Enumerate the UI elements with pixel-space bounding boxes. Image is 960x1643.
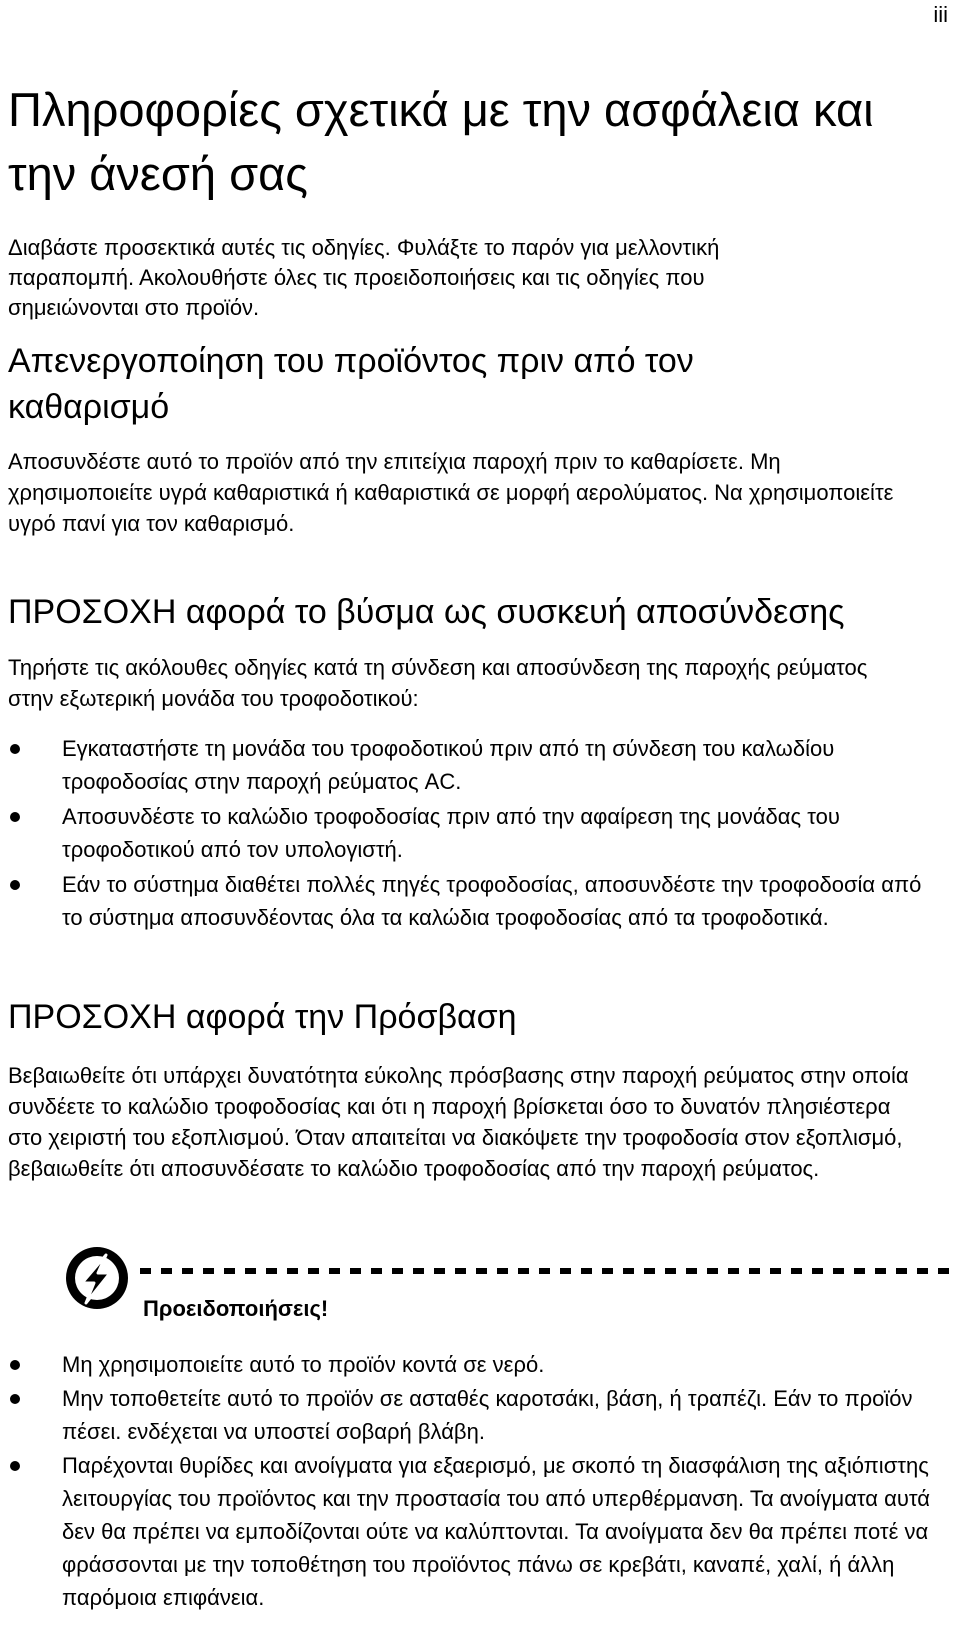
plug-disconnect-bullet-list — [0, 732, 960, 936]
list-item: Μην τοποθετείτε αυτό το προϊόν σε ασταθές καροτσάκι, βάση, ή τραπέζι. Εάν το προϊόν πέσει. ενδέχεται να υποστεί σοβαρή βλάβη. — [0, 1382, 960, 1448]
page-number: iii — [933, 2, 948, 27]
section-heading-plug-disconnect: ΠΡΟΣΟΧΗ αφορά το βύσμα ως συσκευή αποσύνδεσης — [8, 593, 845, 631]
list-item: Εάν το σύστημα διαθέτει πολλές πηγές τροφοδοσίας, αποσυνδέστε την τροφοδοσία από το σύστημα αποσυνδέοντας όλα τα καλώδια τροφοδοσίας από τα τροφοδοτικά. — [0, 868, 960, 934]
section-heading-access: ΠΡΟΣΟΧΗ αφορά την Πρόσβαση — [8, 998, 517, 1036]
warning-title: Προειδοποιήσεις! — [143, 1296, 329, 1321]
list-item: Αποσυνδέστε το καλώδιο τροφοδοσίας πριν από την αφαίρεση της μονάδας του τροφοδοτικού από τον υπολογιστή. — [0, 800, 960, 866]
list-item: Παρέχονται θυρίδες και ανοίγματα για εξαερισμό, με σκοπό τη διασφάλιση της αξιόπιστης λειτουργίας του προϊόντος και την προστασία του από υπερθέρμανση. Τα ανοίγματα αυτά δεν θα πρέπει να εμποδίζονται ούτε να καλύπτονται. Τα ανοίγματα δεν θα πρέπει ποτέ να φράσσονται με την τοποθέτηση του προϊόντος πάνω σε κρεβάτι, καναπέ, χαλί, ή άλλη παρόμοια επιφάνεια. — [0, 1449, 960, 1614]
intro-paragraph: Διαβάστε προσεκτικά αυτές τις οδηγίες. Φυλάξτε το παρόν για μελλοντική παραπομπή. Ακολουθήστε όλες τις προειδοποιήσεις και τις οδηγίες που σημειώνονται στο προϊόν. — [8, 235, 720, 320]
section-heading-cleaning: Απενεργοποίηση του προϊόντος πριν από τον καθαρισμό — [8, 342, 694, 426]
list-item: Εγκαταστήστε τη μονάδα του τροφοδοτικού πριν από τη σύνδεση του καλωδίου τροφοδοσίας στην παροχή ρεύματος AC. — [0, 732, 960, 798]
section-text-access: Βεβαιωθείτε ότι υπάρχει δυνατότητα εύκολης πρόσβασης στην παροχή ρεύματος στην οποία συνδέετε το καλώδιο τροφοδοσίας και ότι η παροχή βρίσκεται όσο το δυνατόν πλησιέστερα στο χειριστή του εξοπλισμού. Όταν απαιτείται να διακόψετε την τροφοδοσία στον εξοπλισμό, βεβαιωθείτε ότι αποσυνδέσατε το καλώδιο τροφοδοσίας από την παροχή ρεύματος. — [8, 1063, 909, 1181]
warning-divider — [140, 1268, 956, 1274]
page-title: Πληροφορίες σχετικά με την ασφάλεια και την άνεσή σας — [8, 83, 874, 200]
section-text-plug-disconnect: Τηρήστε τις ακόλουθες οδηγίες κατά τη σύνδεση και αποσύνδεση της παροχής ρεύματος στην εξωτερική μονάδα του τροφοδοτικού: — [8, 655, 868, 711]
section-text-cleaning: Αποσυνδέστε αυτό το προϊόν από την επιτείχια παροχή πριν το καθαρίσετε. Μη χρησιμοποιείτε υγρά καθαριστικά ή καθαριστικά σε μορφή αερολύματος. Να χρησιμοποιείτε υγρό πανί για τον καθαρισμό. — [8, 449, 894, 536]
warning-bullet-list — [0, 1348, 960, 1615]
list-item: Μη χρησιμοποιείτε αυτό το προϊόν κοντά σε νερό. — [0, 1348, 960, 1381]
lightning-warning-icon — [64, 1245, 130, 1311]
